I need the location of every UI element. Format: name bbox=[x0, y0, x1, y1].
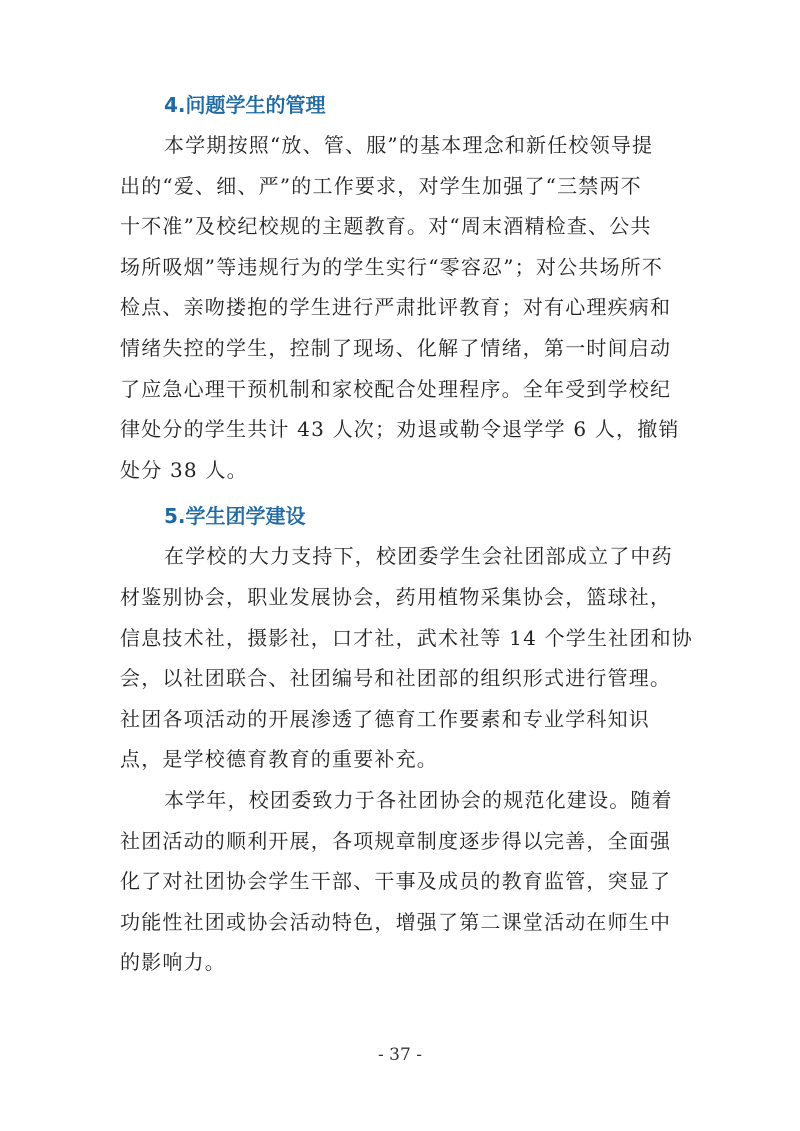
paragraph-line: 本学年，校团委致力于各社团协会的规范化建设。随着 bbox=[164, 787, 673, 812]
page-number: - 37 - bbox=[378, 1045, 422, 1065]
paragraph-line: 社团各项活动的开展渗透了德育工作要素和专业学科知识 bbox=[120, 706, 650, 731]
paragraph-line: 的影响力。 bbox=[120, 950, 226, 975]
paragraph-line: 律处分的学生共计 43 人次；劝退或勒令退学学 6 人，撤销 bbox=[120, 417, 680, 442]
paragraph bbox=[120, 536, 693, 780]
section-heading: 5.学生团学建设 bbox=[164, 504, 306, 529]
paragraph-line: 场所吸烟”等违规行为的学生实行“零容忍”；对公共场所不 bbox=[120, 254, 664, 279]
paragraph-line: 功能性社团或协会活动特色，增强了第二课堂活动在师生中 bbox=[120, 909, 672, 934]
paragraph-line: 化了对社团协会学生干部、干事及成员的教育监管，突显了 bbox=[120, 869, 672, 894]
paragraph-line: 检点、亲吻搂抱的学生进行严肃批评教育；对有心理疾病和 bbox=[120, 295, 672, 320]
paragraph-line: 处分 38 人。 bbox=[120, 457, 248, 482]
paragraph-line: 情绪失控的学生，控制了现场、化解了情绪，第一时间启动 bbox=[120, 335, 672, 360]
paragraph-line: 社团活动的顺利开展，各项规章制度逐步得以完善，全面强 bbox=[120, 828, 672, 853]
paragraph-line: 会，以社团联合、社团编号和社团部的组织形式进行管理。 bbox=[120, 666, 672, 691]
paragraph bbox=[120, 780, 686, 983]
paragraph-line: 在学校的大力支持下，校团委学生会社团部成立了中药 bbox=[164, 544, 673, 569]
section-heading: 4.问题学生的管理 bbox=[164, 93, 326, 117]
paragraph-line: 本学期按照“放、管、服”的基本理念和新任校领导提 bbox=[164, 133, 654, 157]
paragraph-line: 十不准”及校纪校规的主题教育。对“周末酒精检查、公共 bbox=[120, 214, 652, 239]
paragraph-line: 出的“爱、细、严”的工作要求，对学生加强了“三禁两不 bbox=[120, 173, 642, 198]
paragraph-line: 信息技术社，摄影社，口才社，武术社等 14 个学生社团和协 bbox=[120, 625, 693, 650]
page-content bbox=[120, 85, 693, 983]
paragraph-line: 点，是学校德育教育的重要补充。 bbox=[120, 747, 438, 772]
paragraph bbox=[120, 125, 686, 490]
paragraph-line: 了应急心理干预机制和家校配合处理程序。全年受到学校纪 bbox=[120, 376, 672, 401]
paragraph-line: 材鉴别协会，职业发展协会，药用植物采集协会，篮球社， bbox=[120, 584, 672, 609]
